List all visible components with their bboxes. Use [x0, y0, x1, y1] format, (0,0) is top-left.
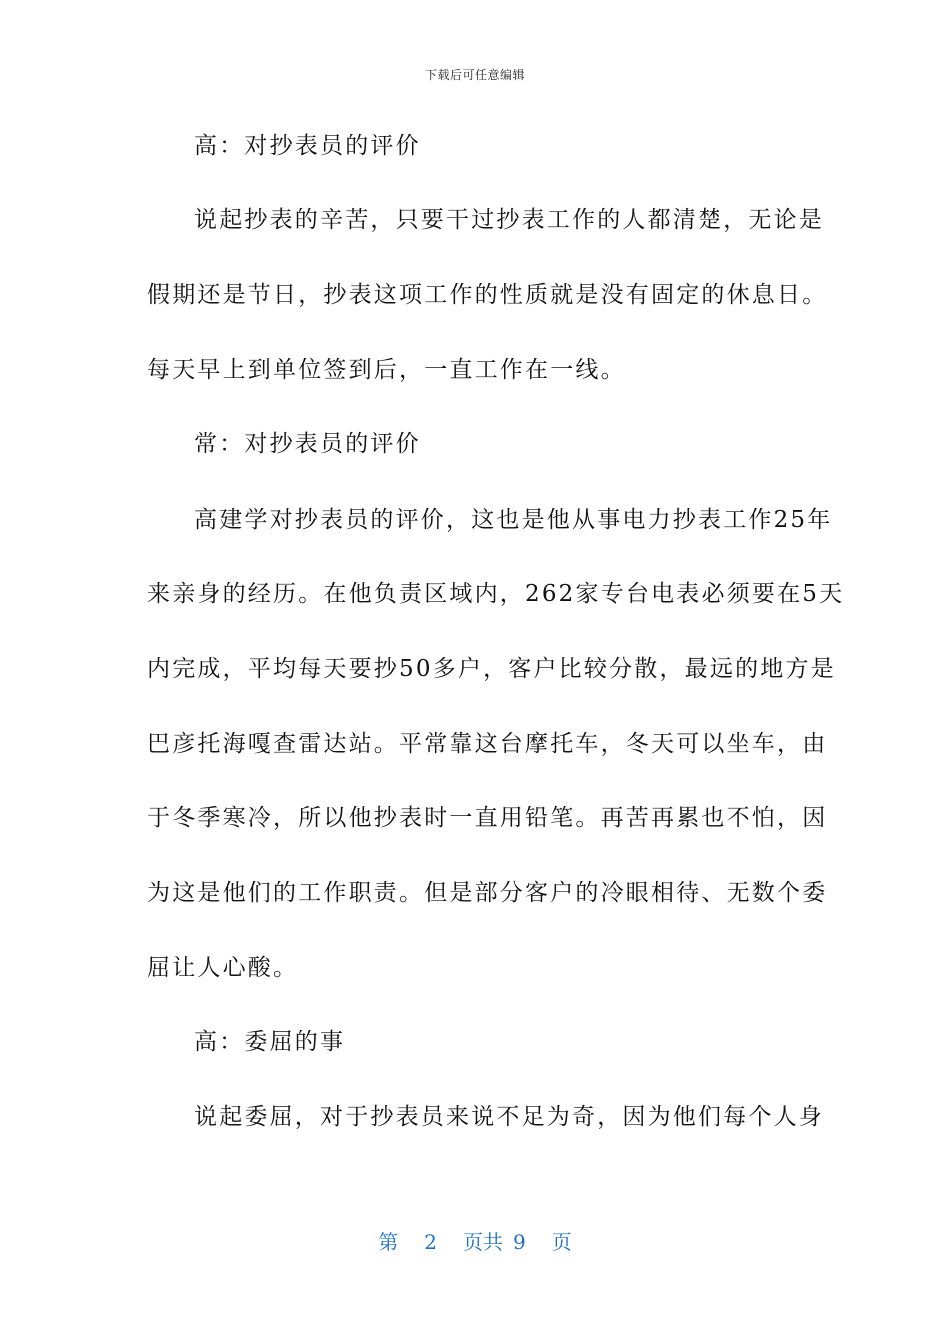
paragraph-line: 假期还是节日，抄表这项工作的性质就是没有固定的休息日。: [147, 282, 828, 308]
total-pages-number: 9: [513, 1230, 526, 1254]
paragraph-line: 巴彦托海嘎查雷达站。平常靠这台摩托车，冬天可以坐车，由: [147, 731, 828, 757]
paragraph-line: 每天早上到单位签到后，一直工作在一线。: [147, 357, 626, 383]
paragraph-line: 内完成，平均每天要抄50多户，客户比较分散，最远的地方是: [147, 656, 836, 682]
page-suffix: 页: [551, 1230, 572, 1254]
speaker-line-3: 高：委屈的事: [194, 1029, 346, 1055]
paragraph-line: 说起委屈，对于抄表员来说不足为奇，因为他们每个人身: [194, 1104, 824, 1130]
current-page-number: 2: [424, 1230, 437, 1254]
paragraph-line: 高建学对抄表员的评价，这也是他从事电力抄表工作25年: [194, 507, 833, 533]
header-note: 下载后可任意编辑: [424, 68, 525, 82]
speaker-line-2: 常：对抄表员的评价: [194, 431, 421, 457]
paragraph-line: 来亲身的经历。在他负责区域内，262家专台电表必须要在5天: [147, 581, 845, 607]
page-prefix: 第: [378, 1230, 399, 1254]
speaker-line-1: 高：对抄表员的评价: [194, 133, 421, 159]
paragraph-line: 屈让人心酸。: [147, 955, 299, 981]
page-footer: [0, 1226, 950, 1255]
page-mid-text: 页共: [463, 1230, 503, 1254]
paragraph-line: 于冬季寒冷，所以他抄表时一直用铅笔。再苦再累也不怕，因: [147, 805, 828, 831]
paragraph-line: 为这是他们的工作职责。但是部分客户的冷眼相待、无数个委: [147, 880, 828, 906]
paragraph-line: 说起抄表的辛苦，只要干过抄表工作的人都清楚，无论是: [194, 207, 824, 233]
